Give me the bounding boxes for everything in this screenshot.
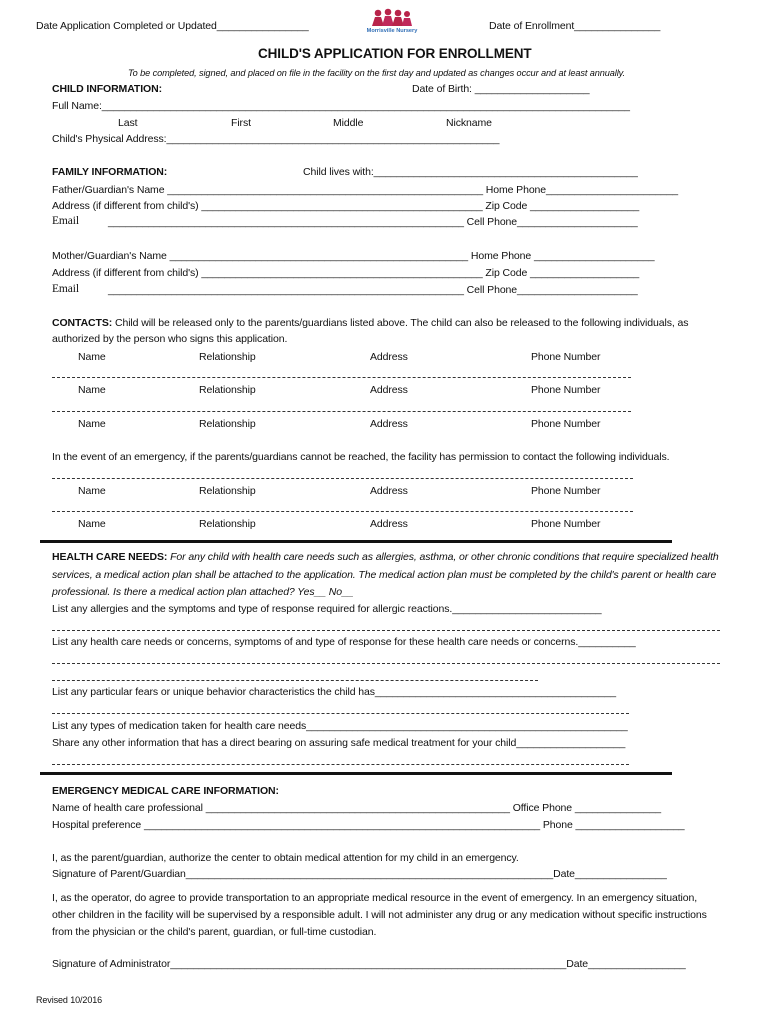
contact1-phone-label: Phone Number xyxy=(531,351,601,363)
hospital-preference-field[interactable]: Hospital preference _____________________________________________________________________ Phone ___________________ xyxy=(52,819,685,831)
full-name-field[interactable]: Full Name:____________________________________________________________________________________________ xyxy=(52,100,630,112)
mother-address-field[interactable]: Address (if different from child's) _________________________________________________ Zip Code ___________________ xyxy=(52,267,640,279)
sublabel-nickname: Nickname xyxy=(446,117,492,129)
father-email-label: Email xyxy=(52,215,79,227)
emergency1-address-label: Address xyxy=(370,485,408,497)
section-divider-2 xyxy=(40,772,672,775)
emergency-contact1-entry-line[interactable] xyxy=(52,478,633,479)
nursery-logo xyxy=(362,8,422,38)
administrator-signature-field[interactable]: Signature of Administrator_____________________________________________________________________Date_________________ xyxy=(52,958,686,970)
logo-text: Morrisville Nursery xyxy=(366,28,418,34)
medical-action-plan-question[interactable]: professional. Is there a medical action plan attached? Yes__ No__ xyxy=(52,586,354,598)
contact1-relationship-label: Relationship xyxy=(199,351,256,363)
contacts-paragraph xyxy=(52,318,688,329)
contact2-address-label: Address xyxy=(370,384,408,396)
date-of-enrollment-label[interactable]: Date of Enrollment_______________ xyxy=(489,20,661,32)
father-name-field[interactable]: Father/Guardian's Name _______________________________________________________ Home Phone_______________________ xyxy=(52,184,679,196)
health-professional-field[interactable]: Name of health care professional _____________________________________________________ Office Phone _______________ xyxy=(52,802,661,814)
contact3-relationship-label: Relationship xyxy=(199,418,256,430)
contact3-address-label: Address xyxy=(370,418,408,430)
allergies-line-2[interactable] xyxy=(52,630,720,631)
contact3-name-label: Name xyxy=(78,418,106,430)
contacts-text-1: Child will be released only to the parents/guardians listed above. The child can also be released to the following individuals, as xyxy=(112,317,689,329)
parent-authorization-text: I, as the parent/guardian, authorize the center to obtain medical attention for my child in an emergency. xyxy=(52,852,519,864)
health-needs-field[interactable]: List any health care needs or concerns, symptoms of and type of response for these health care needs or concerns.__________ xyxy=(52,636,636,648)
emergency2-phone-label: Phone Number xyxy=(531,518,601,530)
date-of-birth-field[interactable]: Date of Birth: ____________________ xyxy=(412,83,590,95)
contact2-phone-label: Phone Number xyxy=(531,384,601,396)
child-address-field[interactable]: Child's Physical Address:__________________________________________________________ xyxy=(52,133,500,145)
allergies-field[interactable]: List any allergies and the symptoms and type of response required for allergic reactions.__________________________ xyxy=(52,603,602,615)
emergency2-address-label: Address xyxy=(370,518,408,530)
emergency-contacts-text: In the event of an emergency, if the parents/guardians cannot be reached, the facility has permission to contact the following individuals. xyxy=(52,451,670,463)
family-info-heading: FAMILY INFORMATION: xyxy=(52,166,168,178)
health-text-1: For any child with health care needs such as allergies, asthma, or other chronic conditions that require specialized health xyxy=(167,551,719,563)
operator-text-1: I, as the operator, do agree to provide transportation to an appropriate medical resource in the event of emergency. In an emergency situation, xyxy=(52,892,698,904)
operator-text-2: other children in the facility will be supervised by a responsible adult. I will not administer any drug or any medication without specific instructions xyxy=(52,909,707,921)
contact1-address-label: Address xyxy=(370,351,408,363)
emergency1-name-label: Name xyxy=(78,485,106,497)
operator-text-3: from the physician or the child's parent, guardian, or full-time custodian. xyxy=(52,926,377,938)
health-needs-line-2[interactable] xyxy=(52,663,720,664)
emergency2-name-label: Name xyxy=(78,518,106,530)
health-paragraph xyxy=(52,552,719,563)
contacts-text-2: authorized by the person who signs this application. xyxy=(52,333,288,345)
emergency2-relationship-label: Relationship xyxy=(199,518,256,530)
contact1-entry-line[interactable] xyxy=(52,377,631,378)
instructions-text: To be completed, signed, and placed on file in the facility on the first day and updated as changes occur and at least annually. xyxy=(128,68,625,78)
share-info-field[interactable]: Share any other information that has a direct bearing on assuring safe medical treatment for your child___________________ xyxy=(52,737,626,749)
section-divider xyxy=(40,540,672,543)
contact2-name-label: Name xyxy=(78,384,106,396)
contacts-heading: CONTACTS: xyxy=(52,317,113,329)
health-text-2: services, a medical action plan shall be attached to the application. The medical action plan must be completed by the child's parent or health care xyxy=(52,569,717,581)
contact1-name-label: Name xyxy=(78,351,106,363)
sublabel-last: Last xyxy=(118,117,138,129)
share-info-line-2[interactable] xyxy=(52,764,629,765)
emergency1-relationship-label: Relationship xyxy=(199,485,256,497)
contact2-entry-line[interactable] xyxy=(52,411,631,412)
mother-name-field[interactable]: Mother/Guardian's Name ____________________________________________________ Home Phone _____________________ xyxy=(52,250,655,262)
health-heading: HEALTH CARE NEEDS: xyxy=(52,551,168,563)
mother-email-label: Email xyxy=(52,283,79,295)
child-lives-with-field[interactable]: Child lives with:______________________________________________ xyxy=(303,166,638,178)
fears-behavior-field[interactable]: List any particular fears or unique behavior characteristics the child has__________________________________________ xyxy=(52,686,616,698)
date-completed-label[interactable]: Date Application Completed or Updated________________ xyxy=(36,20,309,32)
father-email-cell-field[interactable]: ______________________________________________________________ Cell Phone_____________________ xyxy=(108,216,638,228)
mother-email-cell-field[interactable]: ______________________________________________________________ Cell Phone_____________________ xyxy=(108,284,638,296)
health-needs-line-3[interactable] xyxy=(52,680,538,681)
emergency-contact2-entry-line[interactable] xyxy=(52,511,633,512)
sublabel-first: First xyxy=(231,117,251,129)
child-info-heading: CHILD INFORMATION: xyxy=(52,83,162,95)
contact2-relationship-label: Relationship xyxy=(199,384,256,396)
father-address-field[interactable]: Address (if different from child's) _________________________________________________ Zip Code ___________________ xyxy=(52,200,640,212)
sublabel-middle: Middle xyxy=(333,117,364,129)
contact3-phone-label: Phone Number xyxy=(531,418,601,430)
parent-signature-field[interactable]: Signature of Parent/Guardian________________________________________________________________Date________________ xyxy=(52,868,667,880)
medication-field[interactable]: List any types of medication taken for health care needs________________________________________________________ xyxy=(52,720,628,732)
emergency-medical-heading: EMERGENCY MEDICAL CARE INFORMATION: xyxy=(52,785,279,797)
revised-date: Revised 10/2016 xyxy=(36,995,103,1005)
logo-figures-icon xyxy=(362,8,422,38)
emergency1-phone-label: Phone Number xyxy=(531,485,601,497)
page-title: CHILD'S APPLICATION FOR ENROLLMENT xyxy=(258,46,532,61)
fears-behavior-line-2[interactable] xyxy=(52,713,629,714)
